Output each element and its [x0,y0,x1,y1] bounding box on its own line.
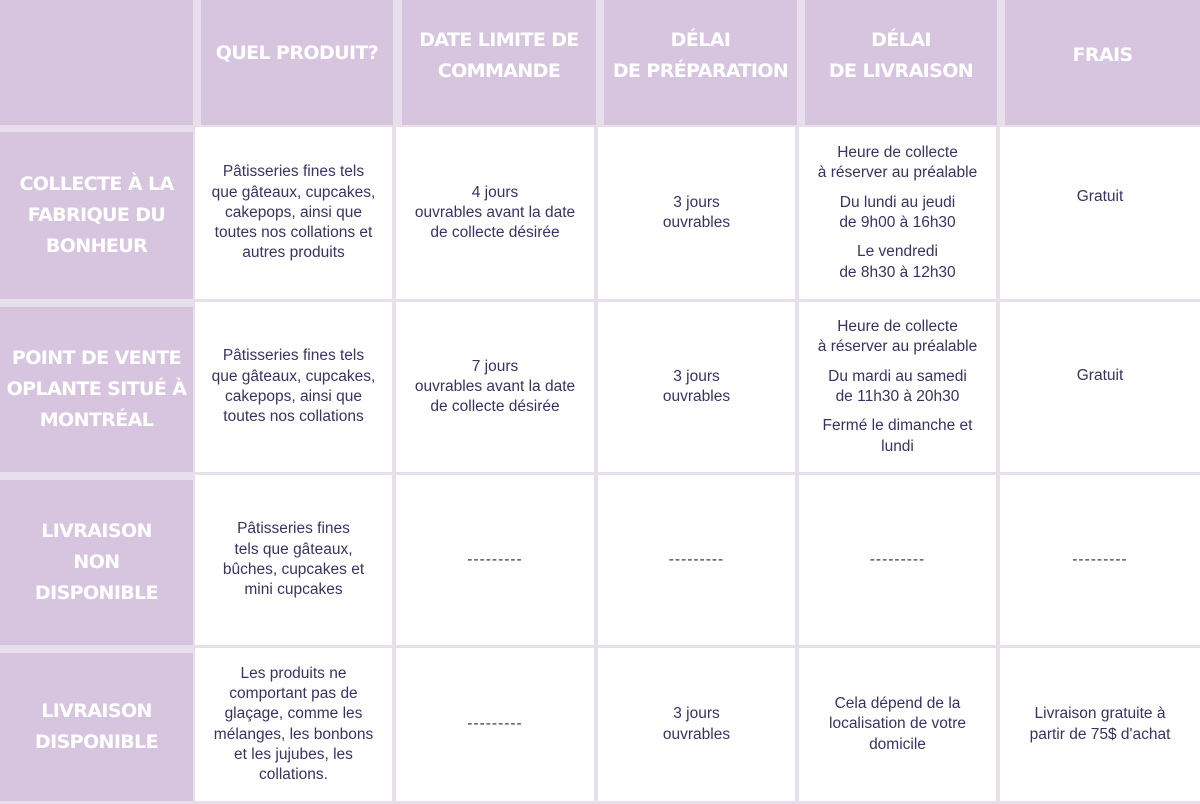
row3-delivery-cell [799,475,996,645]
row4-fee-cell [1000,648,1200,801]
column-header-product-text: QUEL PRODUIT? [215,42,379,64]
row-header-delivery-unavailable [0,480,193,645]
row4-fee-text: Livraison gratuite à partir de 75$ d'achat [1029,705,1171,743]
row1-fee-text: Gratuit [1076,187,1124,205]
row2-delivery-line-1: Heure de collecte à réserver au préalable [817,318,978,356]
row-header-pickup-factory [0,132,193,299]
row2-fee-cell [1000,302,1200,472]
row1-prep-text: 3 jours ouvrables [662,193,731,231]
row3-product-text: Pâtisseries fines tels que gâteaux, bûches, cupcakes et mini cupcakes [222,520,365,599]
row3-prep-text: --------- [668,550,725,568]
row2-prep-cell [598,302,795,472]
row4-product-text: Les produits ne comportant pas de glaçage, comme les mélanges, les bonbons et les jujubes, les collations. [213,664,374,784]
row3-product-cell [195,475,392,645]
row-header-delivery-available-text: LIVRAISON DISPONIBLE [34,700,159,753]
row4-delivery-text: Cela dépend de la localisation de votre domicile [829,695,966,753]
row2-prep-text: 3 jours ouvrables [662,367,731,405]
row1-prep-cell [598,127,795,299]
row3-deadline-cell [396,475,594,645]
table-corner-cell [0,0,193,125]
row4-prep-text: 3 jours ouvrables [662,705,731,743]
row2-deadline-cell [396,302,594,472]
row-header-pickup-factory-text: COLLECTE À LA FABRIQUE DU BONHEUR [19,173,174,257]
row4-deadline-cell [396,648,594,801]
row4-delivery-cell [799,648,996,801]
column-header-preparation [604,0,797,125]
row4-product-cell [195,648,392,801]
row1-delivery-line-1: Heure de collecte à réserver au préalable [817,144,978,182]
row3-fee-cell [1000,475,1200,645]
column-header-preparation-text: DÉLAI DE PRÉPARATION [612,28,789,82]
row3-delivery-text: --------- [869,550,926,568]
row1-product-text: Pâtisseries fines tels que gâteaux, cupcakes, cakepops, ainsi que toutes nos collations et autres produits [211,163,376,262]
row-header-montreal-outlet [0,307,193,472]
row1-deadline-text: 4 jours ouvrables avant la date de collecte désirée [414,183,576,242]
row1-fee-cell [1000,127,1200,299]
column-header-deadline-text: DATE LIMITE DE COMMANDE [419,28,579,82]
row2-fee-text: Gratuit [1076,366,1124,384]
row2-delivery-cell [799,302,996,472]
column-header-fees [1005,0,1200,125]
row3-prep-cell [598,475,795,645]
column-header-fees-text: FRAIS [1072,44,1133,66]
row2-deadline-text: 7 jours ouvrables avant la date de collecte désirée [414,357,576,416]
column-header-product [201,0,393,125]
row2-product-text: Pâtisseries fines tels que gâteaux, cupcakes, cakepops, ainsi que toutes nos collations [211,347,376,426]
row-header-delivery-available [0,653,193,801]
column-header-delivery [805,0,997,125]
row1-deadline-cell [396,127,594,299]
column-header-delivery-text: DÉLAI DE LIVRAISON [828,28,974,82]
row1-delivery-line-2: Du lundi au jeudi de 9h00 à 16h30 [839,193,956,231]
row3-fee-text: --------- [1072,550,1128,568]
row-header-delivery-unavailable-text: LIVRAISON NON DISPONIBLE [34,520,159,604]
row3-deadline-text: --------- [467,550,523,568]
row4-prep-cell [598,648,795,801]
row1-delivery-line-3: Le vendredi de 8h30 à 12h30 [839,243,956,281]
row2-delivery-line-2: Du mardi au samedi de 11h30 à 20h30 [828,367,967,405]
row1-product-cell [195,127,392,299]
column-header-deadline [402,0,596,125]
row1-delivery-cell [799,127,996,299]
row2-product-cell [195,302,392,472]
row-header-montreal-outlet-text: POINT DE VENTE OPLANTE SITUÉ À MONTRÉAL [6,347,187,431]
row4-deadline-text: --------- [467,715,523,733]
row2-delivery-line-3: Fermé le dimanche et lundi [822,417,973,455]
